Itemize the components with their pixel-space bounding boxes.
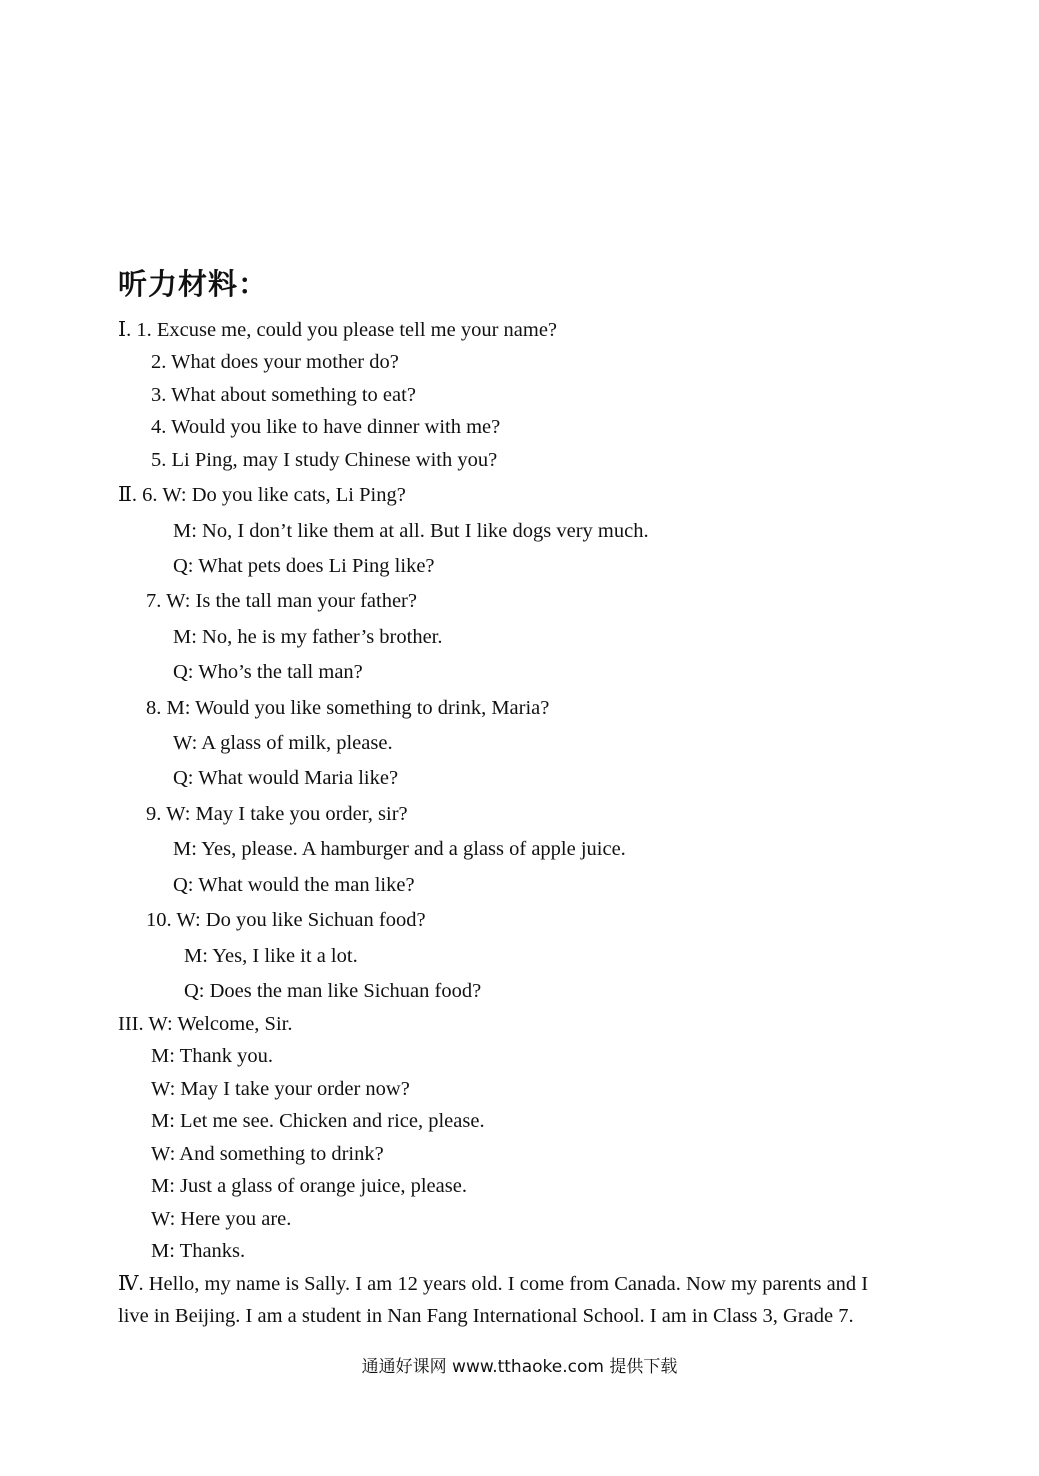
- section-2-dialogue-10-w: 10. W: Do you like Sichuan food?: [146, 909, 426, 931]
- section-2-dialogue-6-w: Ⅱ. 6. W: Do you like cats, Li Ping?: [118, 484, 406, 506]
- section-2-dialogue-6-q: Q: What pets does Li Ping like?: [173, 555, 435, 577]
- section-3-line-5: W: And something to drink?: [151, 1143, 384, 1165]
- section-3-line-4: M: Let me see. Chicken and rice, please.: [151, 1110, 485, 1132]
- section-2-dialogue-8-m: 8. M: Would you like something to drink, Maria?: [146, 697, 550, 719]
- section-1-question-2: 2. What does your mother do?: [151, 351, 399, 373]
- section-2-dialogue-9-m: M: Yes, please. A hamburger and a glass of apple juice.: [173, 838, 626, 860]
- section-1-question-1: Ⅰ. 1. Excuse me, could you please tell me your name?: [118, 319, 558, 341]
- page-footer: 通通好课网 www.tthaoke.com 提供下载: [361, 1357, 678, 1377]
- section-2-dialogue-10-m: M: Yes, I like it a lot.: [184, 945, 358, 967]
- section-2-dialogue-8-q: Q: What would Maria like?: [173, 767, 399, 789]
- section-1-question-3: 3. What about something to eat?: [151, 384, 416, 406]
- section-2-dialogue-7-m: M: No, he is my father’s brother.: [173, 626, 443, 648]
- page-title: 听力材料：: [118, 267, 269, 301]
- section-1-question-5: 5. Li Ping, may I study Chinese with you?: [151, 449, 498, 471]
- section-2-dialogue-8-w: W: A glass of milk, please.: [173, 732, 393, 754]
- section-2-dialogue-7-q: Q: Who’s the tall man?: [173, 661, 363, 683]
- section-2-dialogue-10-q: Q: Does the man like Sichuan food?: [184, 980, 482, 1002]
- section-3-line-3: W: May I take your order now?: [151, 1078, 410, 1100]
- section-2-dialogue-9-q: Q: What would the man like?: [173, 874, 415, 896]
- section-3-line-1: III. W: Welcome, Sir.: [118, 1013, 293, 1035]
- section-4-paragraph-line-2: live in Beijing. I am a student in Nan Fang International School. I am in Class 3, Grade 7.: [118, 1305, 854, 1327]
- section-4-paragraph-line-1: Ⅳ. Hello, my name is Sally. I am 12 years old. I come from Canada. Now my parents and I: [118, 1273, 869, 1295]
- section-2-dialogue-7-w: 7. W: Is the tall man your father?: [146, 590, 417, 612]
- section-3-line-6: M: Just a glass of orange juice, please.: [151, 1175, 467, 1197]
- section-3-line-2: M: Thank you.: [151, 1045, 274, 1067]
- section-3-line-8: M: Thanks.: [151, 1240, 246, 1262]
- section-1-question-4: 4. Would you like to have dinner with me?: [151, 416, 501, 438]
- section-2-dialogue-9-w: 9. W: May I take you order, sir?: [146, 803, 408, 825]
- section-3-line-7: W: Here you are.: [151, 1208, 292, 1230]
- section-2-dialogue-6-m: M: No, I don’t like them at all. But I like dogs very much.: [173, 520, 649, 542]
